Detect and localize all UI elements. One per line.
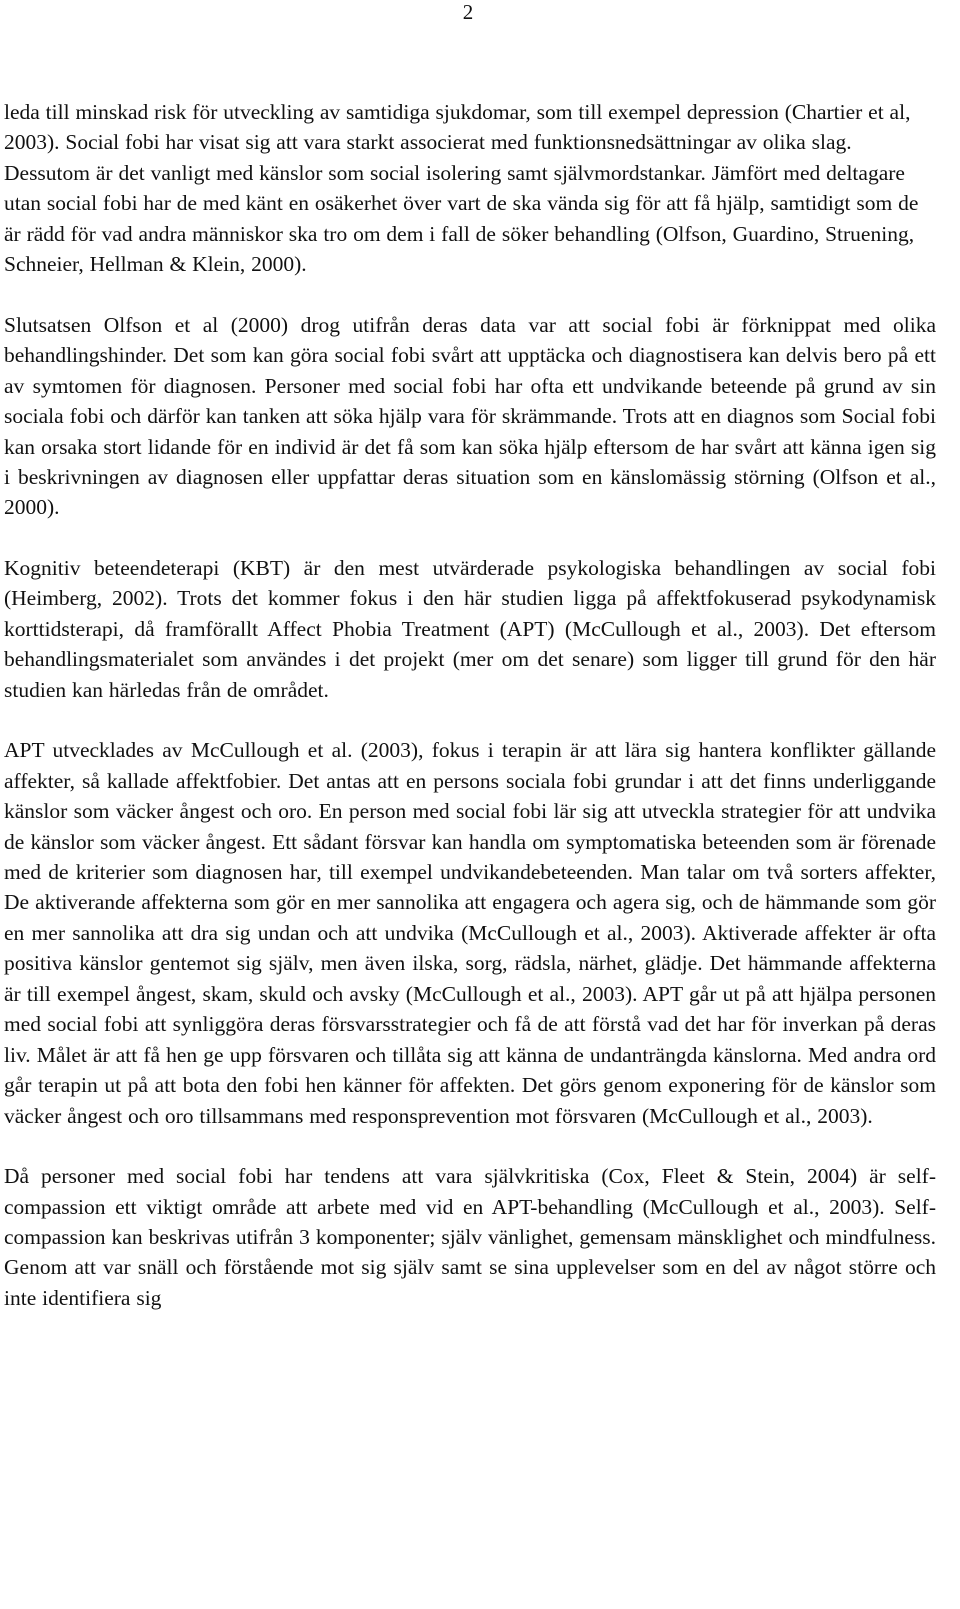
paragraph-cbt-and-apt: Kognitiv beteendeterapi (KBT) är den mest utvärderade psykologiska behandlingen av social fobi (Heimberg, 2002). Trots det kommer fokus i den här studien ligga på affektfokuserad psykodynamisk korttidsterapi, då framförallt Affect Phobia Treatment (APT) (McCullough et al., 2003). Det eftersom behandlingsmaterialet som användes i det projekt (mer om det senare) som ligger till grund för den här studien kan härledas från de området. [4,555,936,702]
page-number: 2 [462,0,474,24]
paragraph-self-compassion: Då personer med social fobi har tendens att vara självkritiska (Cox, Fleet & Stein, 2004) är self-compassion ett viktigt område att arbete med vid en APT-behandling (McCullough et al., 2003). Self-compassion kan beskrivas utifrån 3 komponenter; själv vänlighet, gemensam mänsklighet och mindfulness. Genom att var snäll och förstående mot sig själv samt se sina upplevelser som en del av något större och inte identifiera sig [4,1164,936,1310]
paragraph-treatment-barriers: Slutsatsen Olfson et al (2000) drog utifrån deras data var att social fobi är förknippat med olika behandlingshinder. Det som kan göra social fobi svårt att upptäcka och diagnostisera kan delvis bero på ett av symtomen för diagnosen. Personer med social fobi har ofta ett undvikande beteende på grund av sin sociala fobi och därför kan tanken att söka hjälp vara för skrämmande. Trots att en diagnos som Social fobi kan orsaka stort lidande för en individ är det få som kan söka hjälp eftersom de har svårt att känna igen sig i beskrivningen av diagnosen eller uppfattar deras situation som en känslomässig störning (Olfson et al., 2000). [4,312,936,520]
paragraph-apt-description: APT utvecklades av McCullough et al. (2003), fokus i terapin är att lära sig hantera konflikter gällande affekter, så kallade affektfobier. Det antas att en persons sociala fobi grundar i att det finns underliggande känslor som väcker ångest och oro. En person med social fobi lär sig att utveckla strategier för att undvika de känslor som väcker ångest. Ett sådant försvar kan handla om symptomatiska beteenden som är förenade med de kriterier som diagnosen har, till exempel undvikandebeteenden. Man talar om två sorters affekter, De aktiverande affekterna som gör en mer sannolika att engagera och agera sig, och de hämmande som gör en mer sannolika att dra sig undan och att undvika (McCullough et al., 2003). Aktiverade affekter är ofta positiva känslor gentemot sig själv, men även ilska, sorg, rädsla, närhet, glädje. Det hämmande affekterna är till exempel ångest, skam, skuld och avsky (McCullough et al., 2003). APT går ut på att hjälpa personen med social fobi att synliggöra deras försvarsstrategier och få de att förstå vad det har för inverkan på deras liv. Målet är att få hen ge upp försvaren och tillåta sig att känna de undanträngda känslorna. Med andra ord går terapin ut på att bota den fobi hen känner för affekten. Det görs genom exponering för de känslor som väcker ångest och oro tillsammans med responsprevention mot försvaren (McCullough et al., 2003). [4,738,936,1128]
paragraph-social-phobia-consequences: leda till minskad risk för utveckling av samtidiga sjukdomar, som till exempel depression (Chartier et al, 2003). Social fobi har visat sig att vara starkt associerat med funktionsnedsättningar av olika slag. Dessutom är det vanligt med känslor som social isolering samt självmordstankar. Jämfört med deltagare utan social fobi har de med känt en osäkerhet över vart de ska vända sig för att få hjälp, samtidigt som de är rädd för vad andra människor ska tro om dem i fall de söker behandling (Olfson, Guardino, Struening, Schneier, Hellman & Klein, 2000). [4,100,919,277]
